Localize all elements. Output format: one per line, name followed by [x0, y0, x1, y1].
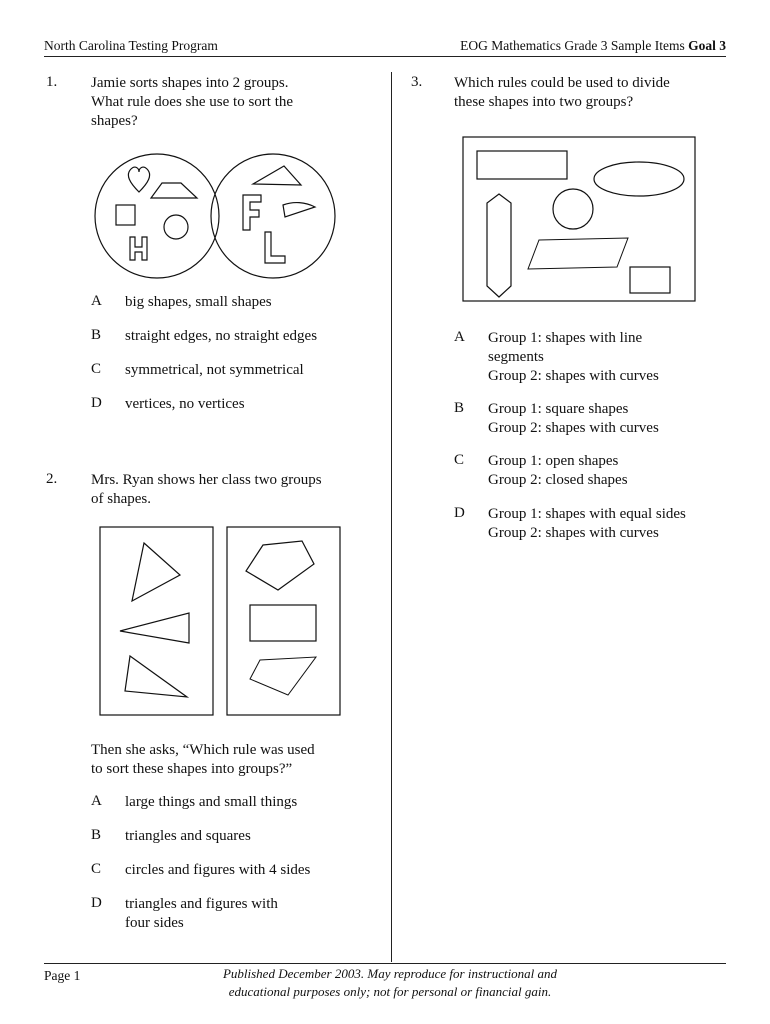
q3-option-b-letter[interactable]: B — [454, 400, 465, 416]
quadrilateral-shape — [250, 657, 316, 695]
q2-option-a-text[interactable]: large things and small things — [125, 794, 298, 810]
document-title: EOG Mathematics Grade 3 Sample Items Goal 3 — [460, 38, 726, 53]
q3-option-a-letter[interactable]: A — [454, 329, 465, 345]
q1-option-b-letter[interactable]: B — [91, 327, 102, 343]
heart-shape — [128, 167, 149, 192]
small-circle-shape — [164, 215, 188, 239]
triangle-shape — [253, 166, 301, 185]
small-rectangle-shape — [630, 267, 670, 293]
sector-shape — [283, 203, 315, 217]
q2-right-box — [227, 527, 340, 715]
square-shape — [116, 205, 135, 225]
letter-h-shape — [130, 237, 147, 260]
rectangle-shape — [250, 605, 316, 641]
q1-option-d-text[interactable]: vertices, no vertices — [125, 396, 245, 412]
q3-option-c-text[interactable]: Group 1: open shapes Group 2: closed shapes — [488, 453, 628, 488]
q1-option-a-text[interactable]: big shapes, small shapes — [125, 294, 272, 310]
rectangle-shape — [477, 151, 567, 179]
q2-text: Mrs. Ryan shows her class two groups of shapes. — [91, 472, 322, 507]
trapezoid-shape — [151, 183, 197, 198]
q1-option-b-text[interactable]: straight edges, no straight edges — [125, 328, 318, 344]
q2-option-a-letter[interactable]: A — [91, 793, 102, 809]
footer-rule — [44, 963, 726, 964]
q2-option-d-letter[interactable]: D — [91, 895, 102, 911]
triangle-shape — [120, 613, 189, 643]
q1-figure — [95, 150, 335, 280]
program-name: North Carolina Testing Program — [44, 38, 218, 53]
goal-label: Goal 3 — [688, 38, 726, 53]
q1-number: 1. — [46, 74, 58, 90]
q3-option-d-text[interactable]: Group 1: shapes with equal sides Group 2: shapes with curves — [488, 506, 686, 541]
q1-left-circle — [95, 154, 219, 278]
q3-box — [463, 137, 695, 301]
page-header — [44, 36, 726, 57]
hexagon-shape — [487, 194, 511, 297]
letter-f-shape — [243, 195, 261, 230]
q2-option-d-text[interactable]: triangles and figures with four sides — [125, 896, 278, 931]
q3-option-d-letter[interactable]: D — [454, 505, 465, 521]
q2-figure — [100, 527, 368, 717]
q1-option-c-letter[interactable]: C — [91, 361, 102, 377]
parallelogram-shape — [528, 238, 628, 269]
q3-option-a-text[interactable]: Group 1: shapes with line segments Group 2: shapes with curves — [488, 330, 659, 384]
q3-figure — [463, 137, 697, 303]
page-number: Page 1 — [44, 968, 81, 983]
letter-l-shape — [265, 232, 285, 263]
q2-number: 2. — [46, 471, 58, 487]
quadrilateral-shape — [246, 541, 314, 590]
q3-number: 3. — [411, 74, 423, 90]
q2-option-b-letter[interactable]: B — [91, 827, 102, 843]
column-divider — [391, 72, 392, 962]
q1-text: Jamie sorts shapes into 2 groups. What rule does she use to sort the shapes? — [91, 75, 294, 129]
publication-notice: Published December 2003. May reproduce for instructional and educational purposes only; not for personal or financial gain. — [222, 966, 558, 999]
ellipse-shape — [594, 162, 684, 196]
triangle-shape — [125, 656, 187, 697]
q3-option-c-letter[interactable]: C — [454, 452, 465, 468]
q1-option-d-letter[interactable]: D — [91, 395, 102, 411]
q1-option-c-text[interactable]: symmetrical, not symmetrical — [125, 362, 304, 378]
q2-followup: Then she asks, “Which rule was used to sort these shapes into groups?” — [91, 742, 315, 777]
q3-option-b-text[interactable]: Group 1: square shapes Group 2: shapes with curves — [488, 401, 659, 436]
triangle-shape — [132, 543, 180, 601]
q1-option-a-letter[interactable]: A — [91, 293, 102, 309]
q2-option-b-text[interactable]: triangles and squares — [125, 828, 251, 844]
q2-option-c-letter[interactable]: C — [91, 861, 102, 877]
circle-shape — [553, 189, 593, 229]
q2-option-c-text[interactable]: circles and figures with 4 sides — [125, 862, 311, 878]
q3-text: Which rules could be used to divide these shapes into two groups? — [454, 75, 670, 110]
